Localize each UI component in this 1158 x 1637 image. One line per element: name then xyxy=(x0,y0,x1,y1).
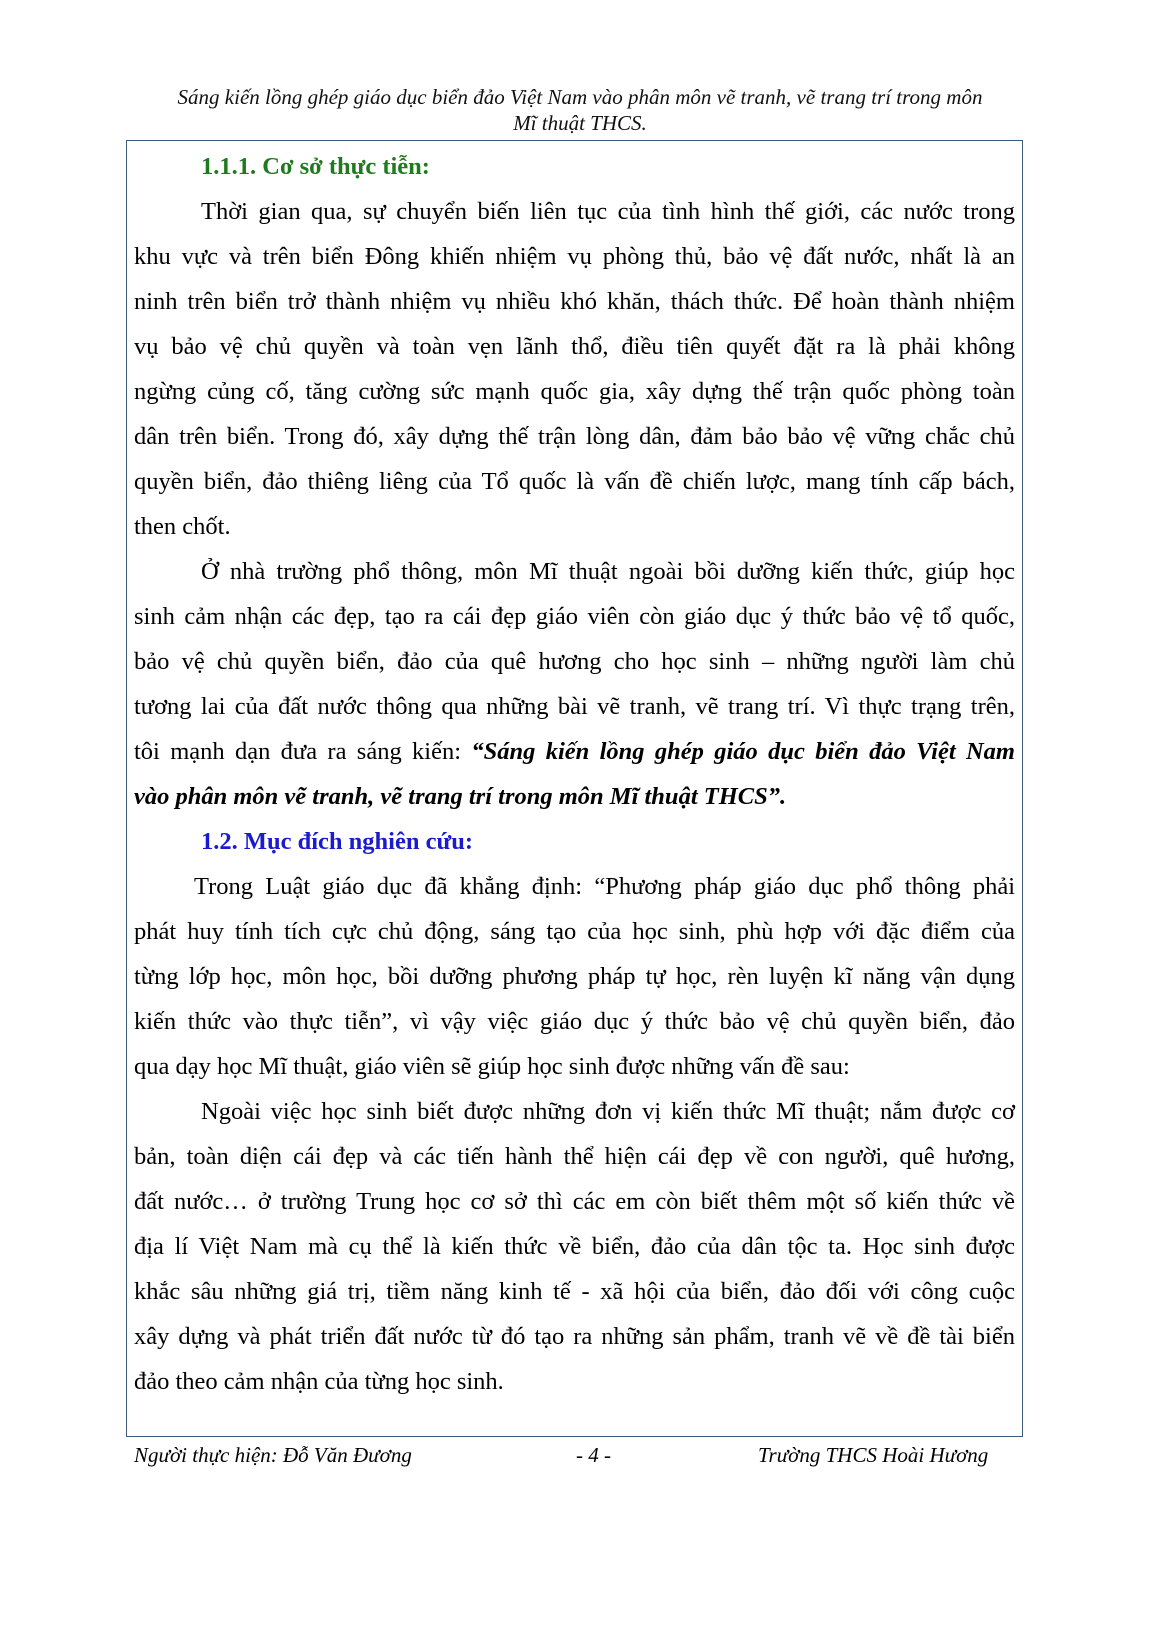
text-line xyxy=(134,594,1015,639)
text-line xyxy=(134,1134,1015,1179)
text-line xyxy=(134,909,1015,954)
text-line xyxy=(134,189,1015,234)
text-run: quyền biển, đảo thiêng liêng của Tổ quốc là vấn đề chiến lược, mang tính cấp bách, xyxy=(134,468,1015,495)
paragraph xyxy=(134,189,1015,549)
text-run: tương lai của đất nước thông qua những bài vẽ tranh, vẽ trang trí. Vì thực trạng trên, xyxy=(134,693,1015,720)
text-run: khu vực và trên biển Đông khiến nhiệm vụ phòng thủ, bảo vệ đất nước, nhất là an xyxy=(134,243,1015,270)
text-run: Ở nhà trường phổ thông, môn Mĩ thuật ngoài bồi dưỡng kiến thức, giúp học xyxy=(201,558,1015,585)
text-run: Trong Luật giáo dục đã khẳng định: “Phương pháp giáo dục phổ thông phải xyxy=(194,873,1015,900)
emphasized-title: “Sáng kiến lồng ghép giáo dục biển đảo Việt Nam xyxy=(471,738,1015,765)
text-run: đất nước… ở trường Trung học cơ sở thì các em còn biết thêm một số kiến thức về xyxy=(134,1188,1015,1215)
footer-school: Trường THCS Hoài Hương xyxy=(758,1443,989,1467)
text-run: địa lí Việt Nam mà cụ thể là kiến thức về biển, đảo của dân tộc ta. Học sinh được xyxy=(134,1233,1015,1260)
text-run: bản, toàn diện cái đẹp và các tiến hành thể hiện cái đẹp về con người, quê hương, xyxy=(134,1143,1015,1170)
text-line xyxy=(134,864,1015,909)
text-line xyxy=(134,504,1015,549)
text-line xyxy=(134,729,1015,774)
text-run: Ngoài việc học sinh biết được những đơn vị kiến thức Mĩ thuật; nắm được cơ xyxy=(201,1098,1015,1125)
text-line xyxy=(134,369,1015,414)
text-line xyxy=(134,954,1015,999)
text-line xyxy=(134,1314,1015,1359)
text-line xyxy=(134,279,1015,324)
text-line xyxy=(134,1224,1015,1269)
page-body xyxy=(134,144,1015,1404)
text-line xyxy=(134,1179,1015,1224)
text-line xyxy=(134,639,1015,684)
footer-page-number: - 4 - xyxy=(576,1443,611,1467)
text-run: ninh trên biển trở thành nhiệm vụ nhiều khó khăn, thách thức. Để hoàn thành nhiệm xyxy=(134,288,1015,315)
text-line xyxy=(134,684,1015,729)
section-heading: 1.1.1. Cơ sở thực tiễn: xyxy=(201,153,430,180)
text-run: then chốt. xyxy=(134,513,231,540)
text-run: phát huy tính tích cực chủ động, sáng tạo của học sinh, phù hợp với đặc điểm của xyxy=(134,918,1015,945)
footer-author: Người thực hiện: Đỗ Văn Đương xyxy=(134,1443,412,1467)
section-heading: 1.2. Mục đích nghiên cứu: xyxy=(201,828,473,855)
text-run: qua dạy học Mĩ thuật, giáo viên sẽ giúp học sinh được những vấn đề sau: xyxy=(134,1053,850,1080)
text-line xyxy=(134,549,1015,594)
text-run: từng lớp học, môn học, bồi dưỡng phương pháp tự học, rèn luyện kĩ năng vận dụng xyxy=(134,963,1015,990)
text-line xyxy=(134,234,1015,279)
header-line-1: Sáng kiến lồng ghép giáo dục biển đảo Việt Nam vào phân môn vẽ tranh, vẽ trang trí trong môn xyxy=(177,85,983,109)
text-line xyxy=(134,459,1015,504)
text-line xyxy=(134,774,1015,819)
header-line-2: Mĩ thuật THCS. xyxy=(513,111,647,135)
text-run: dân trên biển. Trong đó, xây dựng thế trận lòng dân, đảm bảo bảo vệ vững chắc chủ xyxy=(134,423,1015,450)
text-line xyxy=(134,1044,1015,1089)
text-run: đảo theo cảm nhận của từng học sinh. xyxy=(134,1368,504,1395)
text-run: sinh cảm nhận các đẹp, tạo ra cái đẹp giáo viên còn giáo dục ý thức bảo vệ tổ quốc, xyxy=(134,603,1015,630)
text-line xyxy=(134,324,1015,369)
text-run: khắc sâu những giá trị, tiềm năng kinh tế - xã hội của biển, đảo đối với công cuộc xyxy=(134,1278,1015,1305)
paragraph xyxy=(134,864,1015,1089)
text-run: bảo vệ chủ quyền biển, đảo của quê hương cho học sinh – những người làm chủ xyxy=(134,648,1015,675)
text-run: Thời gian qua, sự chuyển biến liên tục của tình hình thế giới, các nước trong xyxy=(201,198,1015,225)
paragraph xyxy=(134,549,1015,819)
text-line xyxy=(134,999,1015,1044)
text-line xyxy=(134,1089,1015,1134)
text-line xyxy=(134,1269,1015,1314)
emphasized-title: vào phân môn vẽ tranh, vẽ trang trí trong môn Mĩ thuật THCS”. xyxy=(134,783,787,810)
text-run: kiến thức vào thực tiễn”, vì vậy việc giáo dục ý thức bảo vệ chủ quyền biển, đảo xyxy=(134,1008,1015,1035)
text-run: ngừng củng cố, tăng cường sức mạnh quốc gia, xây dựng thế trận quốc phòng toàn xyxy=(134,378,1015,405)
running-header xyxy=(120,84,1040,136)
text-run: xây dựng và phát triển đất nước từ đó tạo ra những sản phẩm, tranh vẽ về đề tài biển xyxy=(134,1323,1015,1350)
text-run: vụ bảo vệ chủ quyền và toàn vẹn lãnh thổ, điều tiên quyết đặt ra là phải không xyxy=(134,333,1015,360)
text-run: tôi mạnh dạn đưa ra sáng kiến: xyxy=(134,738,472,765)
text-line xyxy=(134,1359,1015,1404)
text-line xyxy=(134,414,1015,459)
paragraph xyxy=(134,1089,1015,1404)
